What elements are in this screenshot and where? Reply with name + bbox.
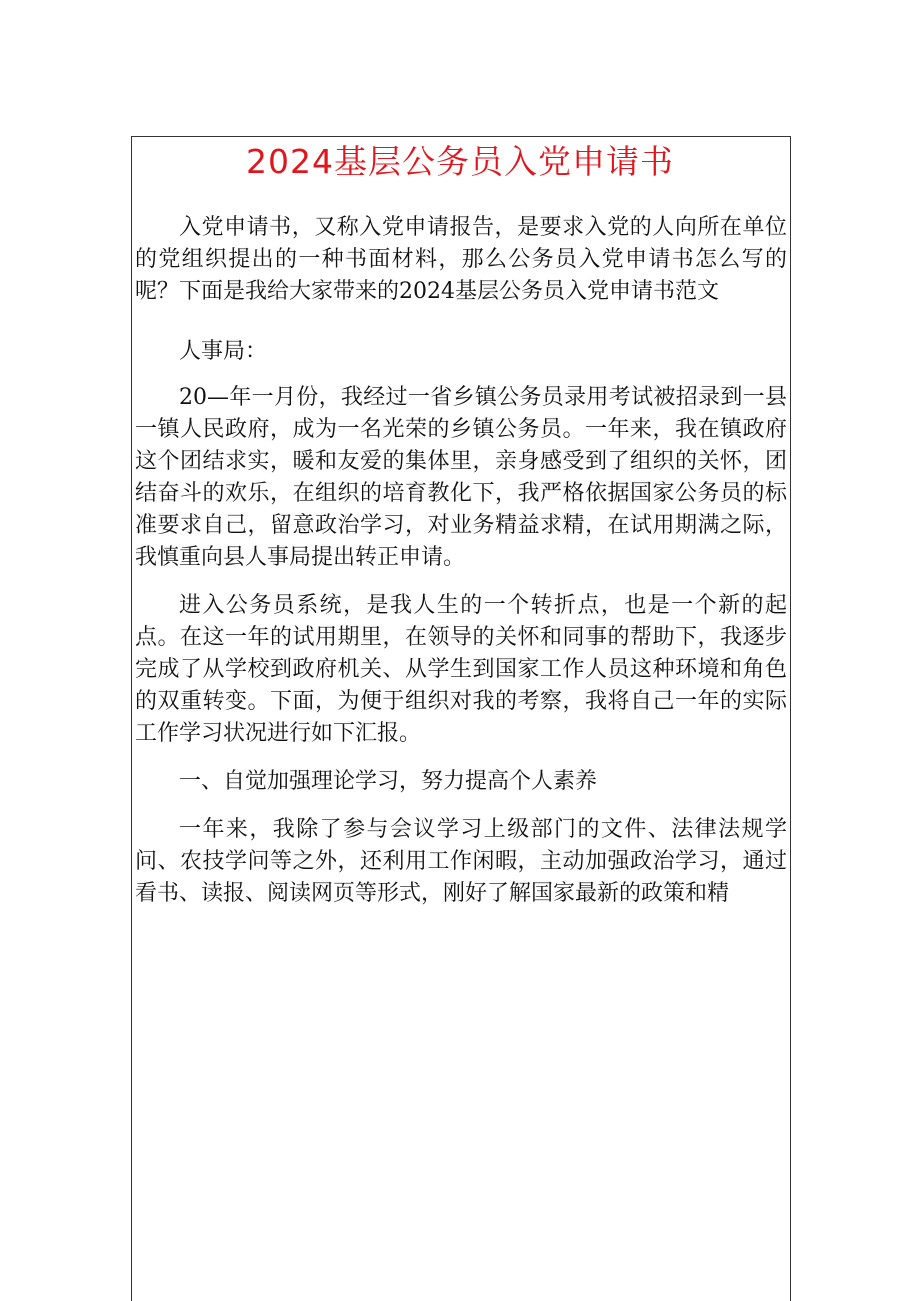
section-paragraph: 一年来，我除了参与会议学习上级部门的文件、法律法规学问、农技学问等之外，还利用工作闲暇，主动加强政治学习，通过看书、读报、阅读网页等形式，刚好了解国家最新的政策和精: [135, 817, 787, 906]
salutation: 人事局：: [179, 339, 268, 364]
section-heading: 一、自觉加强理论学习，努力提高个人素养: [179, 769, 598, 794]
body-paragraph-1: 20—年一月份，我经过一省乡镇公务员录用考试被招录到一县一镇人民政府，成为一名光荣的乡镇公务员。一年来，我在镇政府这个团结求实，暖和友爱的集体里，亲身感受到了组织的关怀，团结奋斗的欢乐，在组织的培育教化下，我严格依据国家公务员的标准要求自己，留意政治学习，对业务精益求精，在试用期满之际，我慎重向县人事局提出转正申请。: [135, 385, 787, 570]
intro-paragraph: 入党申请书，又称入党申请报告，是要求入党的人向所在单位的党组织提出的一种书面材料，那么公务员入党申请书怎么写的呢？下面是我给大家带来的2024基层公务员入党申请书范文: [135, 215, 787, 304]
document-body: [135, 212, 787, 910]
body-paragraph-2: 进入公务员系统，是我人生的一个转折点，也是一个新的起点。在这一年的试用期里，在领导的关怀和同事的帮助下，我逐步完成了从学校到政府机关、从学生到国家工作人员这种环境和角色的双重转变。下面，为便于组织对我的考察，我将自己一年的实际工作学习状况进行如下汇报。: [135, 593, 787, 746]
document-title: 2024基层公务员入党申请书: [246, 142, 674, 181]
